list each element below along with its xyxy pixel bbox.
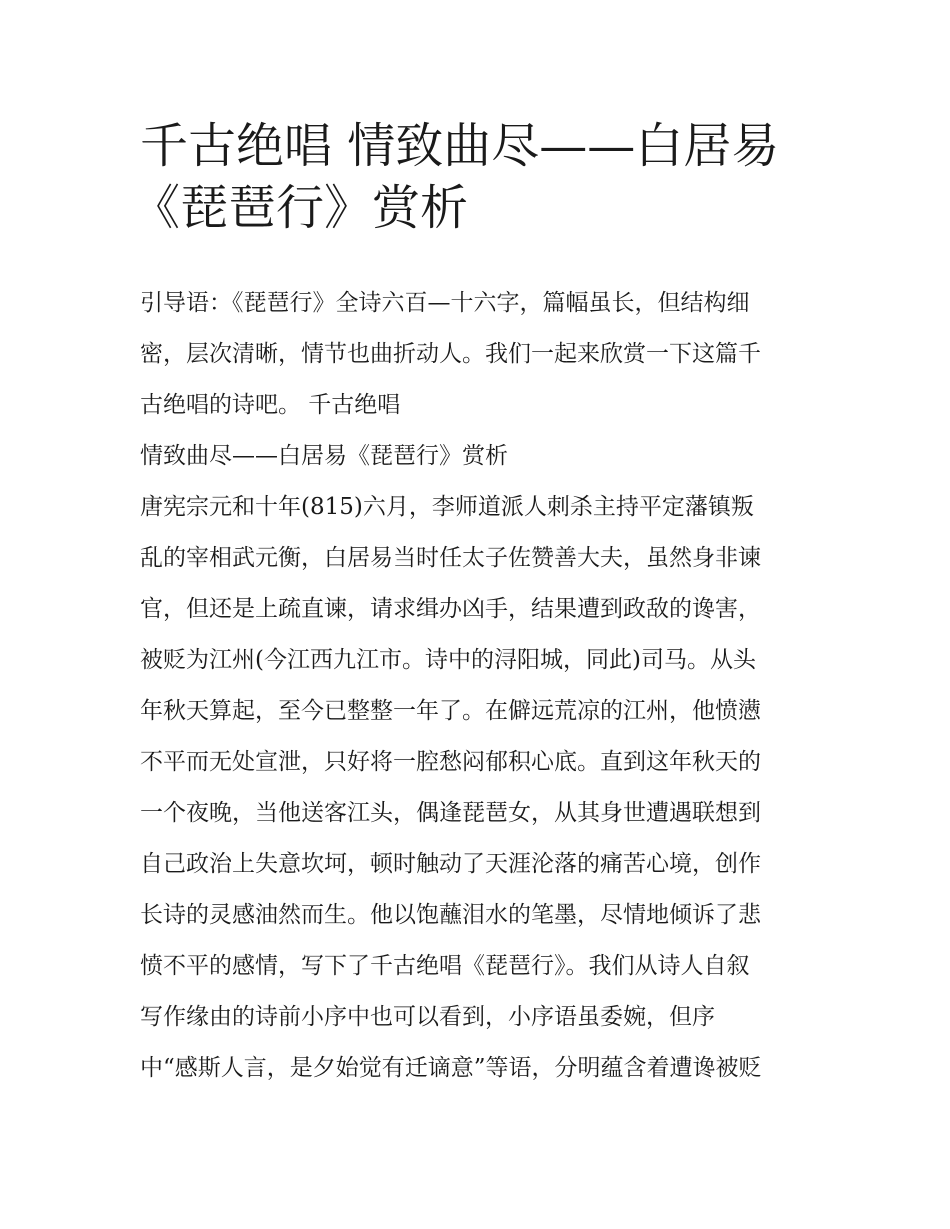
body-line: 唐宪宗元和十年(815)六月，李师道派人刺杀主持平定藩镇叛 (140, 494, 754, 520)
body-line: 情致曲尽——白居易《琵琶行》赏析 (140, 443, 508, 469)
body-line: 被贬为江州(今江西九江市。诗中的浔阳城，同此)司马。从头 (140, 647, 756, 673)
body-line: 引导语：《琵琶行》全诗六百—十六字，篇幅虽长，但结构细 (140, 290, 750, 316)
body-line: 长诗的灵感油然而生。他以饱蘸泪水的笔墨，尽情地倾诉了悲 (140, 902, 761, 928)
body-line: 官，但还是上疏直谏，请求缉办凶手，结果遭到政敌的谗害， (140, 596, 761, 622)
title-line-1: 千古绝唱 情致曲尽——白居易 (140, 118, 780, 174)
body-line: 密，层次清晰，情节也曲折动人。我们一起来欣赏一下这篇千 (140, 341, 761, 367)
body-line: 不平而无处宣泄，只好将一腔愁闷郁积心底。直到这年秋天的 (140, 749, 761, 775)
body-line: 愤不平的感情，写下了千古绝唱《琵琶行》。我们从诗人自叙 (140, 953, 750, 979)
body-line: 自己政治上失意坎坷，顿时触动了天涯沦落的痛苦心境，创作 (140, 851, 761, 877)
body-line: 年秋天算起，至今已整整一年了。在僻远荒凉的江州，他愤懑 (140, 698, 761, 724)
title-line-2: 《琵琶行》赏析 (132, 180, 469, 236)
body-line: 一个夜晚，当他送客江头，偶逢琵琶女，从其身世遭遇联想到 (140, 800, 761, 826)
body-line: 乱的宰相武元衡，白居易当时任太子佐赞善大夫，虽然身非谏 (140, 545, 761, 571)
body-line: 写作缘由的诗前小序中也可以看到，小序语虽委婉，但序 (140, 1004, 715, 1030)
document-title (132, 116, 820, 238)
body-line: 中“感斯人言，是夕始觉有迁谪意”等语，分明蕴含着遭谗被贬 (140, 1055, 762, 1081)
document-body (140, 278, 820, 1094)
body-line: 古绝唱的诗吧。 千古绝唱 (140, 392, 401, 418)
